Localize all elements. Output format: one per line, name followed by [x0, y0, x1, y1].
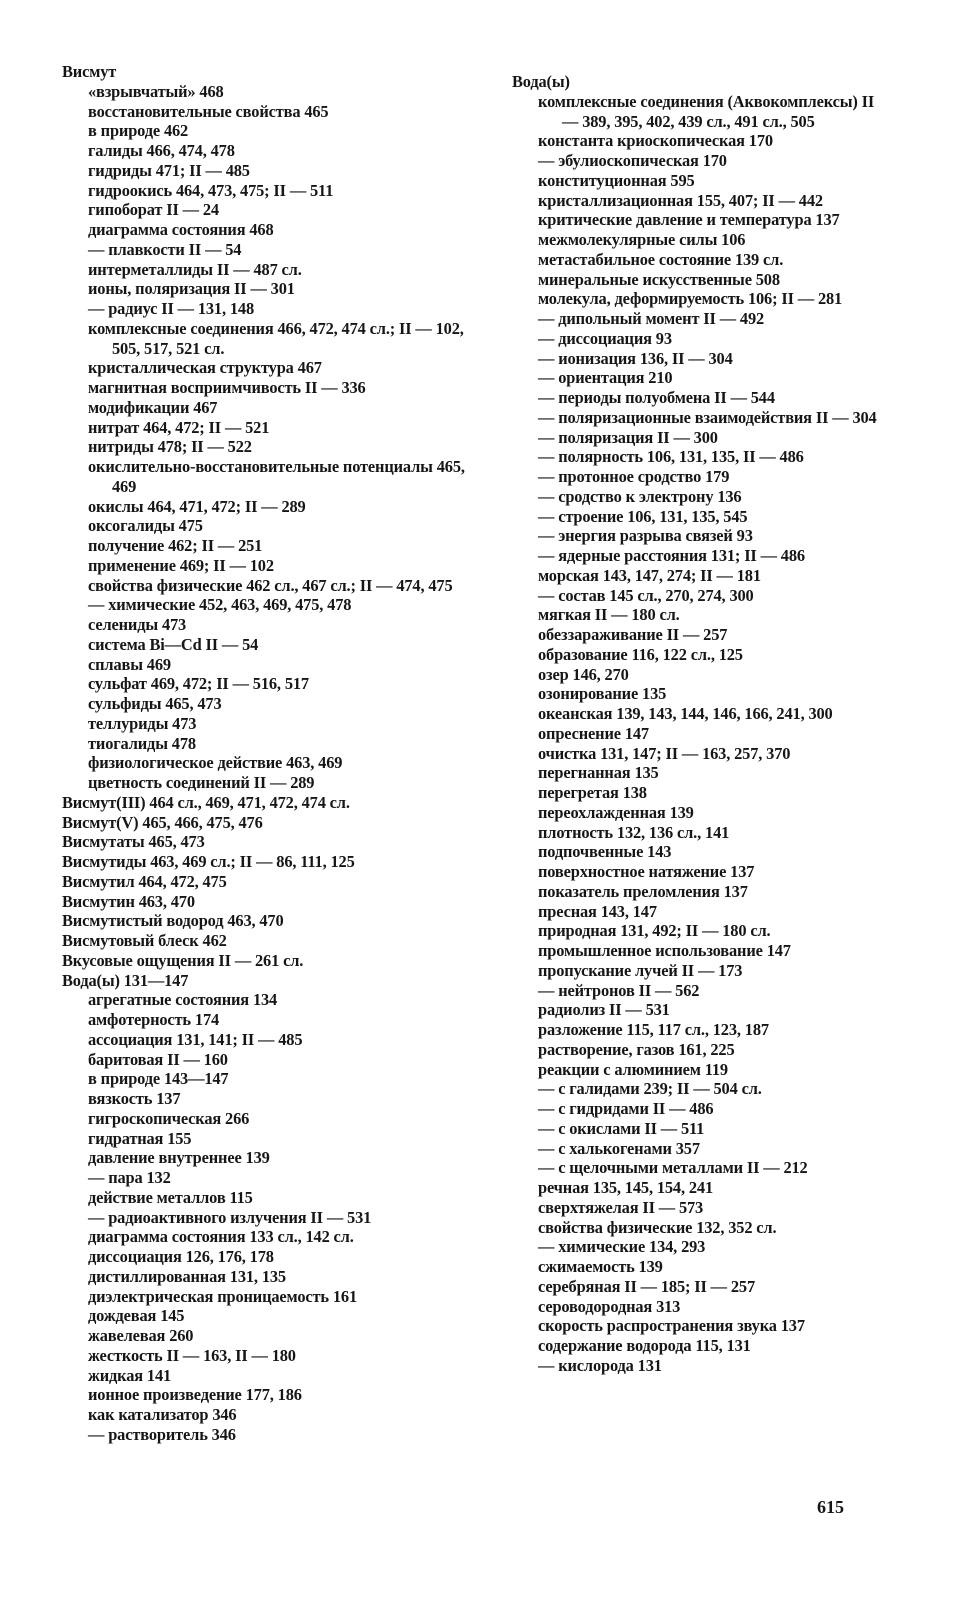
index-subentry: скорость распространения звука 137: [538, 1316, 805, 1336]
index-heading: Вкусовые ощущения II — 261 сл.: [62, 950, 304, 970]
index-subentry: тиогалиды 478: [88, 733, 196, 753]
index-subentry: речная 135, 145, 154, 241: [538, 1178, 714, 1197]
index-subentry: — ориентация 210: [538, 368, 673, 388]
index-subentry: обеззараживание II — 257: [538, 625, 728, 644]
index-subentry: перегнанная 135: [538, 763, 659, 783]
index-subentry: пресная 143, 147: [538, 901, 657, 921]
index-subentry: — кислорода 131: [538, 1355, 662, 1375]
index-subentry: подпочвенные 143: [538, 842, 672, 862]
index-subentry: сульфат 469, 472; II — 516, 517: [88, 674, 309, 694]
index-subentry: нитрат 464, 472; II — 521: [88, 417, 270, 437]
index-subentry: — с окислами II — 511: [538, 1118, 705, 1138]
index-heading: Вода(ы): [512, 72, 570, 91]
index-subentry: озер 146, 270: [538, 664, 629, 684]
index-subentry: — химические 134, 293: [538, 1237, 706, 1257]
index-subentry: сероводородная 313: [538, 1296, 681, 1316]
index-subentry: комплексные соединения (Аквокомплексы) II — 389, 395, 402, 439 сл., 491 сл., 505: [538, 91, 875, 131]
index-heading: Висмутил 464, 472, 475: [62, 871, 227, 891]
index-subentry: оксогалиды 475: [88, 516, 203, 536]
index-heading: Висмутаты 465, 473: [62, 832, 205, 852]
index-subentry: содержание водорода 115, 131: [538, 1336, 751, 1355]
index-heading: Висмутистый водород 463, 470: [62, 911, 284, 931]
index-subentry: межмолекулярные силы 106: [538, 230, 746, 249]
index-subentry: дистиллированная 131, 135: [88, 1266, 286, 1286]
index-subentry: — с галидами 239; II — 504 сл.: [538, 1079, 762, 1099]
index-subentry: гидриды 471; II — 485: [88, 160, 250, 180]
index-subentry: применение 469; II — 102: [88, 555, 274, 575]
index-heading: Висмут: [62, 62, 117, 81]
index-subentry: получение 462; II — 251: [88, 536, 263, 555]
index-subentry: гидроокись 464, 473, 475; II — 511: [88, 180, 334, 200]
index-subentry: метастабильное состояние 139 сл.: [538, 249, 784, 269]
index-subentry: критические давление и температура 137: [538, 210, 840, 230]
index-subentry: селениды 473: [88, 615, 187, 634]
index-subentry: образование 116, 122 сл., 125: [538, 644, 743, 664]
index-subentry: ионное произведение 177, 186: [88, 1385, 302, 1405]
index-heading: Висмутовый блеск 462: [62, 931, 227, 950]
index-subentry: реакции с алюминием 119: [538, 1059, 728, 1079]
index-subentry: озонирование 135: [538, 684, 667, 704]
index-subentry: природная 131, 492; II — 180 сл.: [538, 921, 771, 941]
index-subentry: — состав 145 сл., 270, 274, 300: [538, 585, 754, 605]
index-subentry: сульфиды 465, 473: [88, 694, 222, 713]
index-subentry: цветность соединений II — 289: [88, 773, 315, 792]
index-subentry: в природе 143—147: [88, 1069, 229, 1089]
index-subentry: морская 143, 147, 274; II — 181: [538, 565, 761, 585]
index-subentry: сжимаемость 139: [538, 1257, 663, 1276]
index-subentry: комплексные соединения 466, 472, 474 сл.; II — 102, 505, 517, 521 сл.: [88, 318, 464, 358]
index-subentry: серебряная II — 185; II — 257: [538, 1276, 755, 1296]
index-subentry: мягкая II — 180 сл.: [538, 605, 680, 625]
index-subentry: — с гидридами II — 486: [538, 1099, 714, 1118]
index-subentry: дождевая 145: [88, 1306, 185, 1326]
index-subentry: — полярность 106, 131, 135, II — 486: [538, 447, 804, 467]
index-subentry: диаграмма состояния 468: [88, 220, 274, 239]
index-subentry: свойства физические 132, 352 сл.: [538, 1217, 777, 1237]
index-subentry: радиолиз II — 531: [538, 1000, 670, 1020]
index-subentry: сплавы 469: [88, 654, 171, 674]
index-subentry: жидкая 141: [88, 1365, 172, 1385]
index-subentry: в природе 462: [88, 121, 189, 141]
index-subentry: молекула, деформируемость 106; II — 281: [538, 289, 843, 309]
index-subentry: жесткость II — 163, II — 180: [88, 1345, 296, 1365]
index-subentry: — радиус II — 131, 148: [88, 299, 255, 318]
index-subentry: — эбулиоскопическая 170: [538, 151, 727, 170]
index-subentry: действие металлов 115: [88, 1187, 253, 1207]
index-subentry: константа криоскопическая 170: [538, 131, 773, 151]
index-subentry: как катализатор 346: [88, 1405, 237, 1424]
index-subentry: сверхтяжелая II — 573: [538, 1197, 704, 1217]
index-subentry: окислительно-восстановительные потенциалы 465, 469: [88, 457, 465, 496]
index-subentry: — радиоактивного излучения II — 531: [88, 1207, 372, 1227]
index-subentry: — с халькогенами 357: [538, 1138, 700, 1158]
index-subentry: океанская 139, 143, 144, 146, 166, 241, 300: [538, 704, 833, 723]
index-subentry: ассоциация 131, 141; II — 485: [88, 1029, 303, 1049]
index-subentry: разложение 115, 117 сл., 123, 187: [538, 1020, 769, 1039]
index-subentry: диаграмма состояния 133 сл., 142 сл.: [88, 1227, 354, 1247]
index-subentry: интерметаллиды II — 487 сл.: [88, 259, 302, 279]
index-subentry: агрегатные состояния 134: [88, 990, 278, 1010]
index-subentry: — поляризация II — 300: [538, 427, 718, 447]
page-number: 615: [817, 1497, 844, 1517]
index-heading: Висмут(V) 465, 466, 475, 476: [62, 812, 263, 832]
index-subentry: давление внутреннее 139: [88, 1148, 270, 1168]
index-heading: Вода(ы) 131—147: [62, 970, 189, 990]
index-subentry: диссоциация 126, 176, 178: [88, 1247, 274, 1266]
index-subentry: — диссоциация 93: [538, 328, 672, 348]
index-subentry: вязкость 137: [88, 1089, 181, 1108]
index-subentry: опреснение 147: [538, 723, 649, 743]
index-subentry: нитриды 478; II — 522: [88, 437, 252, 457]
index-subentry: «взрывчатый» 468: [88, 81, 224, 101]
index-subentry: амфотерность 174: [88, 1010, 220, 1029]
index-subentry: восстановительные свойства 465: [88, 101, 329, 121]
index-subentry: — ионизация 136, II — 304: [538, 348, 733, 368]
index-subentry: — химические 452, 463, 469, 475, 478: [88, 595, 352, 615]
index-subentry: диэлектрическая проницаемость 161: [88, 1286, 358, 1306]
index-subentry: очистка 131, 147; II — 163, 257, 370: [538, 743, 791, 763]
index-subentry: перегретая 138: [538, 783, 647, 802]
index-subentry: — строение 106, 131, 135, 545: [538, 506, 748, 526]
index-subentry: магнитная восприимчивость II — 336: [88, 378, 366, 397]
index-subentry: модификации 467: [88, 397, 218, 417]
index-subentry: теллуриды 473: [88, 713, 197, 733]
index-subentry: баритовая II — 160: [88, 1049, 228, 1069]
index-subentry: гидратная 155: [88, 1128, 192, 1148]
index-subentry: промышленное использование 147: [538, 941, 791, 960]
index-subentry: свойства физические 462 сл., 467 сл.; II — 474, 475: [88, 575, 453, 595]
index-subentry: — энергия разрыва связей 93: [538, 526, 753, 546]
index-subentry: ионы, поляризация II — 301: [88, 279, 295, 299]
index-subentry: галиды 466, 474, 478: [88, 141, 235, 160]
index-subentry: окислы 464, 471, 472; II — 289: [88, 496, 306, 516]
index-subentry: — дипольный момент II — 492: [538, 309, 765, 328]
index-subentry: гипоборат II — 24: [88, 200, 219, 220]
index-subentry: кристаллизационная 155, 407; II — 442: [538, 190, 823, 210]
index-column-right: [512, 72, 882, 1376]
index-subentry: — растворитель 346: [88, 1424, 236, 1444]
index-subentry: показатель преломления 137: [538, 881, 748, 901]
index-subentry: — ядерные расстояния 131; II — 486: [538, 546, 805, 565]
index-subentry: поверхностное натяжение 137: [538, 862, 755, 881]
index-subentry: плотность 132, 136 сл., 141: [538, 822, 730, 842]
index-heading: Висмут(III) 464 сл., 469, 471, 472, 474 сл.: [62, 792, 350, 812]
index-subentry: — протонное сродство 179: [538, 467, 730, 486]
index-subentry: минеральные искусственные 508: [538, 269, 780, 289]
index-subentry: жавелевая 260: [88, 1326, 194, 1345]
index-subentry: переохлажденная 139: [538, 802, 694, 822]
index-column-left: [62, 62, 472, 1445]
index-subentry: конституционная 595: [538, 170, 695, 190]
index-subentry: кристаллическая структура 467: [88, 358, 322, 378]
index-subentry: система Bi—Cd II — 54: [88, 634, 259, 654]
index-subentry: — плавкости II — 54: [88, 239, 242, 259]
index-subentry: гигроскопическая 266: [88, 1108, 250, 1128]
index-subentry: — нейтронов II — 562: [538, 980, 700, 1000]
index-subentry: пропускание лучей II — 173: [538, 960, 743, 980]
index-heading: Висмутиды 463, 469 сл.; II — 86, 111, 125: [62, 852, 355, 871]
index-subentry: — поляризационные взаимодействия II — 304: [538, 407, 877, 427]
index-subentry: — периоды полуобмена II — 544: [538, 388, 775, 407]
index-subentry: — с щелочными металлами II — 212: [538, 1158, 808, 1178]
index-heading: Висмутин 463, 470: [62, 891, 195, 911]
index-subentry: — сродство к электрону 136: [538, 486, 742, 506]
index-subentry: физиологическое действие 463, 469: [88, 753, 343, 773]
index-subentry: — пара 132: [88, 1168, 171, 1187]
index-subentry: растворение, газов 161, 225: [538, 1039, 735, 1059]
